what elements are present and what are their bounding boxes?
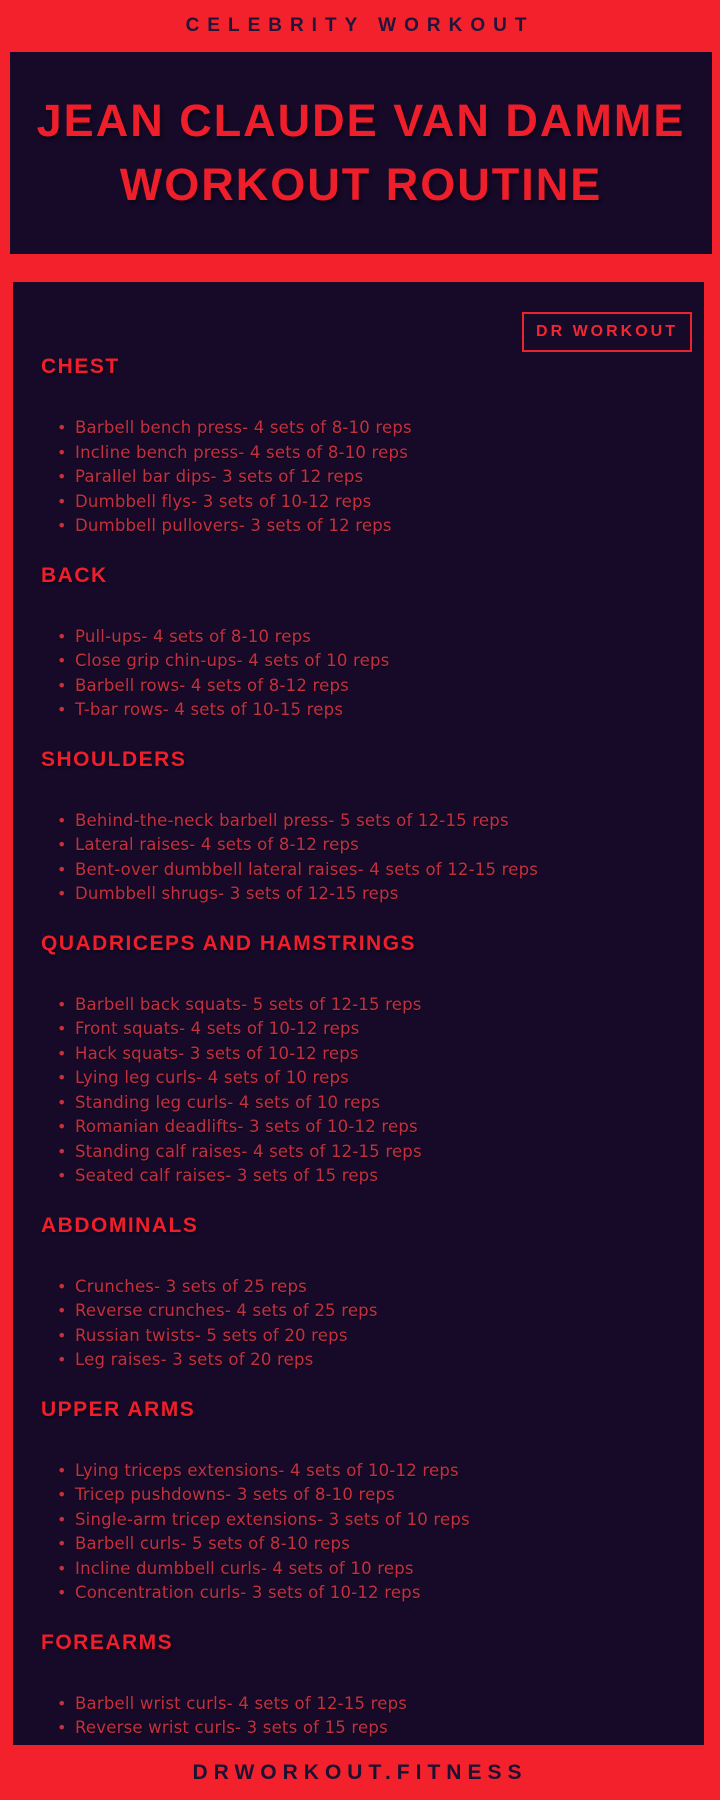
section-title: SHOULDERS xyxy=(41,747,187,771)
workout-section xyxy=(28,356,692,539)
page-title-line-1: JEAN CLAUDE VAN DAMME xyxy=(36,95,686,146)
top-band xyxy=(0,0,720,52)
bullet-dot-icon: • xyxy=(57,1325,67,1345)
section-title: QUADRICEPS AND HAMSTRINGS xyxy=(41,931,417,955)
section-title: ABDOMINALS xyxy=(41,1213,199,1237)
exercise-list xyxy=(28,993,692,1189)
exercise-item: • Barbell bench press- 4 sets of 8-10 reps xyxy=(28,416,692,441)
bullet-dot-icon: • xyxy=(57,1043,67,1063)
exercise-item: • Tricep pushdowns- 3 sets of 8-10 reps xyxy=(28,1483,692,1508)
exercise-item: • Dumbbell flys- 3 sets of 10-12 reps xyxy=(28,490,692,515)
sections-container xyxy=(28,356,692,1741)
bullet-dot-icon: • xyxy=(57,859,67,879)
bullet-dot-icon: • xyxy=(57,1583,67,1602)
bullet-dot-icon: • xyxy=(57,835,67,854)
website-label: DRWORKOUT.FITNESS xyxy=(192,1760,528,1784)
bullet-dot-icon: • xyxy=(57,442,67,462)
bullet-dot-icon: • xyxy=(57,1509,67,1529)
bullet-dot-icon: • xyxy=(57,1141,67,1161)
bullet-dot-icon: • xyxy=(57,491,67,511)
exercise-item: • Seated calf raises- 3 sets of 15 reps xyxy=(28,1164,692,1189)
section-title: CHEST xyxy=(41,355,120,378)
exercise-item: • Lying triceps extensions- 4 sets of 10-12 reps xyxy=(28,1459,692,1484)
exercise-item: • Standing calf raises- 4 sets of 12-15 reps xyxy=(28,1140,692,1165)
kicker-text: CELEBRITY WORKOUT xyxy=(185,15,535,36)
bullet-dot-icon: • xyxy=(57,1276,67,1296)
exercise-item: • Concentration curls- 3 sets of 10-12 reps xyxy=(28,1581,692,1606)
bullet-dot-icon: • xyxy=(57,810,67,830)
bullet-dot-icon: • xyxy=(57,626,67,646)
section-title: FOREARMS xyxy=(41,1630,174,1654)
workout-section xyxy=(28,1632,692,1741)
divider-gap xyxy=(0,254,720,282)
bullet-dot-icon: • xyxy=(57,1092,67,1112)
bullet-dot-icon: • xyxy=(57,1460,67,1480)
title-panel xyxy=(10,52,712,254)
bullet-dot-icon: • xyxy=(57,1718,67,1737)
exercise-item: • Romanian deadlifts- 3 sets of 10-12 reps xyxy=(28,1115,692,1140)
bullet-dot-icon: • xyxy=(57,1534,67,1553)
exercise-item: • Pull-ups- 4 sets of 8-10 reps xyxy=(28,625,692,650)
page-title-line-2: WORKOUT ROUTINE xyxy=(119,159,603,210)
exercise-list xyxy=(28,809,692,907)
bullet-dot-icon: • xyxy=(57,884,67,903)
workout-section xyxy=(28,1215,692,1373)
workout-section xyxy=(28,749,692,907)
bullet-dot-icon: • xyxy=(57,1166,67,1185)
workout-section xyxy=(28,1399,692,1606)
exercise-item: • Lying leg curls- 4 sets of 10 reps xyxy=(28,1066,692,1091)
bullet-dot-icon: • xyxy=(57,994,67,1014)
exercise-item: • Crunches- 3 sets of 25 reps xyxy=(28,1275,692,1300)
bullet-dot-icon: • xyxy=(57,1558,67,1578)
exercise-item: • Barbell rows- 4 sets of 8-12 reps xyxy=(28,674,692,699)
exercise-item: • Reverse wrist curls- 3 sets of 15 reps xyxy=(28,1716,692,1741)
exercise-item: • Front squats- 4 sets of 10-12 reps xyxy=(28,1017,692,1042)
exercise-item: • Dumbbell shrugs- 3 sets of 12-15 reps xyxy=(28,882,692,907)
exercise-item: • Standing leg curls- 4 sets of 10 reps xyxy=(28,1091,692,1116)
bullet-dot-icon: • xyxy=(57,1693,67,1713)
exercise-item: • Close grip chin-ups- 4 sets of 10 reps xyxy=(28,649,692,674)
brand-badge-label: DR WORKOUT xyxy=(536,323,678,340)
exercise-item: • Barbell curls- 5 sets of 8-10 reps xyxy=(28,1532,692,1557)
bullet-dot-icon: • xyxy=(57,1019,67,1038)
footer-band xyxy=(0,1745,720,1800)
exercise-item: • Dumbbell pullovers- 3 sets of 12 reps xyxy=(28,514,692,539)
exercise-item: • Reverse crunches- 4 sets of 25 reps xyxy=(28,1299,692,1324)
bullet-dot-icon: • xyxy=(57,1301,67,1320)
exercise-item: • Bent-over dumbbell lateral raises- 4 sets of 12-15 reps xyxy=(28,858,692,883)
bullet-dot-icon: • xyxy=(57,651,67,670)
exercise-item: • Incline bench press- 4 sets of 8-10 reps xyxy=(28,441,692,466)
bullet-dot-icon: • xyxy=(57,700,67,719)
section-title: UPPER ARMS xyxy=(41,1397,196,1421)
bullet-dot-icon: • xyxy=(57,418,67,437)
section-title: BACK xyxy=(41,563,108,587)
exercise-list xyxy=(28,1275,692,1373)
bullet-dot-icon: • xyxy=(57,1485,67,1504)
workout-content-panel xyxy=(13,282,704,1745)
brand-badge xyxy=(522,312,692,352)
exercise-item: • Lateral raises- 4 sets of 8-12 reps xyxy=(28,833,692,858)
exercise-item: • Behind-the-neck barbell press- 5 sets of 12-15 reps xyxy=(28,809,692,834)
workout-section xyxy=(28,933,692,1189)
workout-section xyxy=(28,565,692,723)
exercise-list xyxy=(28,416,692,539)
bullet-dot-icon: • xyxy=(57,675,67,695)
exercise-item: • Barbell wrist curls- 4 sets of 12-15 reps xyxy=(28,1692,692,1717)
exercise-item: • Russian twists- 5 sets of 20 reps xyxy=(28,1324,692,1349)
exercise-item: • Parallel bar dips- 3 sets of 12 reps xyxy=(28,465,692,490)
exercise-item: • Barbell back squats- 5 sets of 12-15 reps xyxy=(28,993,692,1018)
exercise-list xyxy=(28,1692,692,1741)
exercise-list xyxy=(28,625,692,723)
exercise-item: • Hack squats- 3 sets of 10-12 reps xyxy=(28,1042,692,1067)
exercise-item: • T-bar rows- 4 sets of 10-15 reps xyxy=(28,698,692,723)
exercise-list xyxy=(28,1459,692,1606)
bullet-dot-icon: • xyxy=(57,467,67,486)
bullet-dot-icon: • xyxy=(57,1068,67,1087)
bullet-dot-icon: • xyxy=(57,1350,67,1369)
bullet-dot-icon: • xyxy=(57,516,67,535)
bullet-dot-icon: • xyxy=(57,1117,67,1136)
exercise-item: • Incline dumbbell curls- 4 sets of 10 reps xyxy=(28,1557,692,1582)
exercise-item: • Leg raises- 3 sets of 20 reps xyxy=(28,1348,692,1373)
exercise-item: • Single-arm tricep extensions- 3 sets of 10 reps xyxy=(28,1508,692,1533)
